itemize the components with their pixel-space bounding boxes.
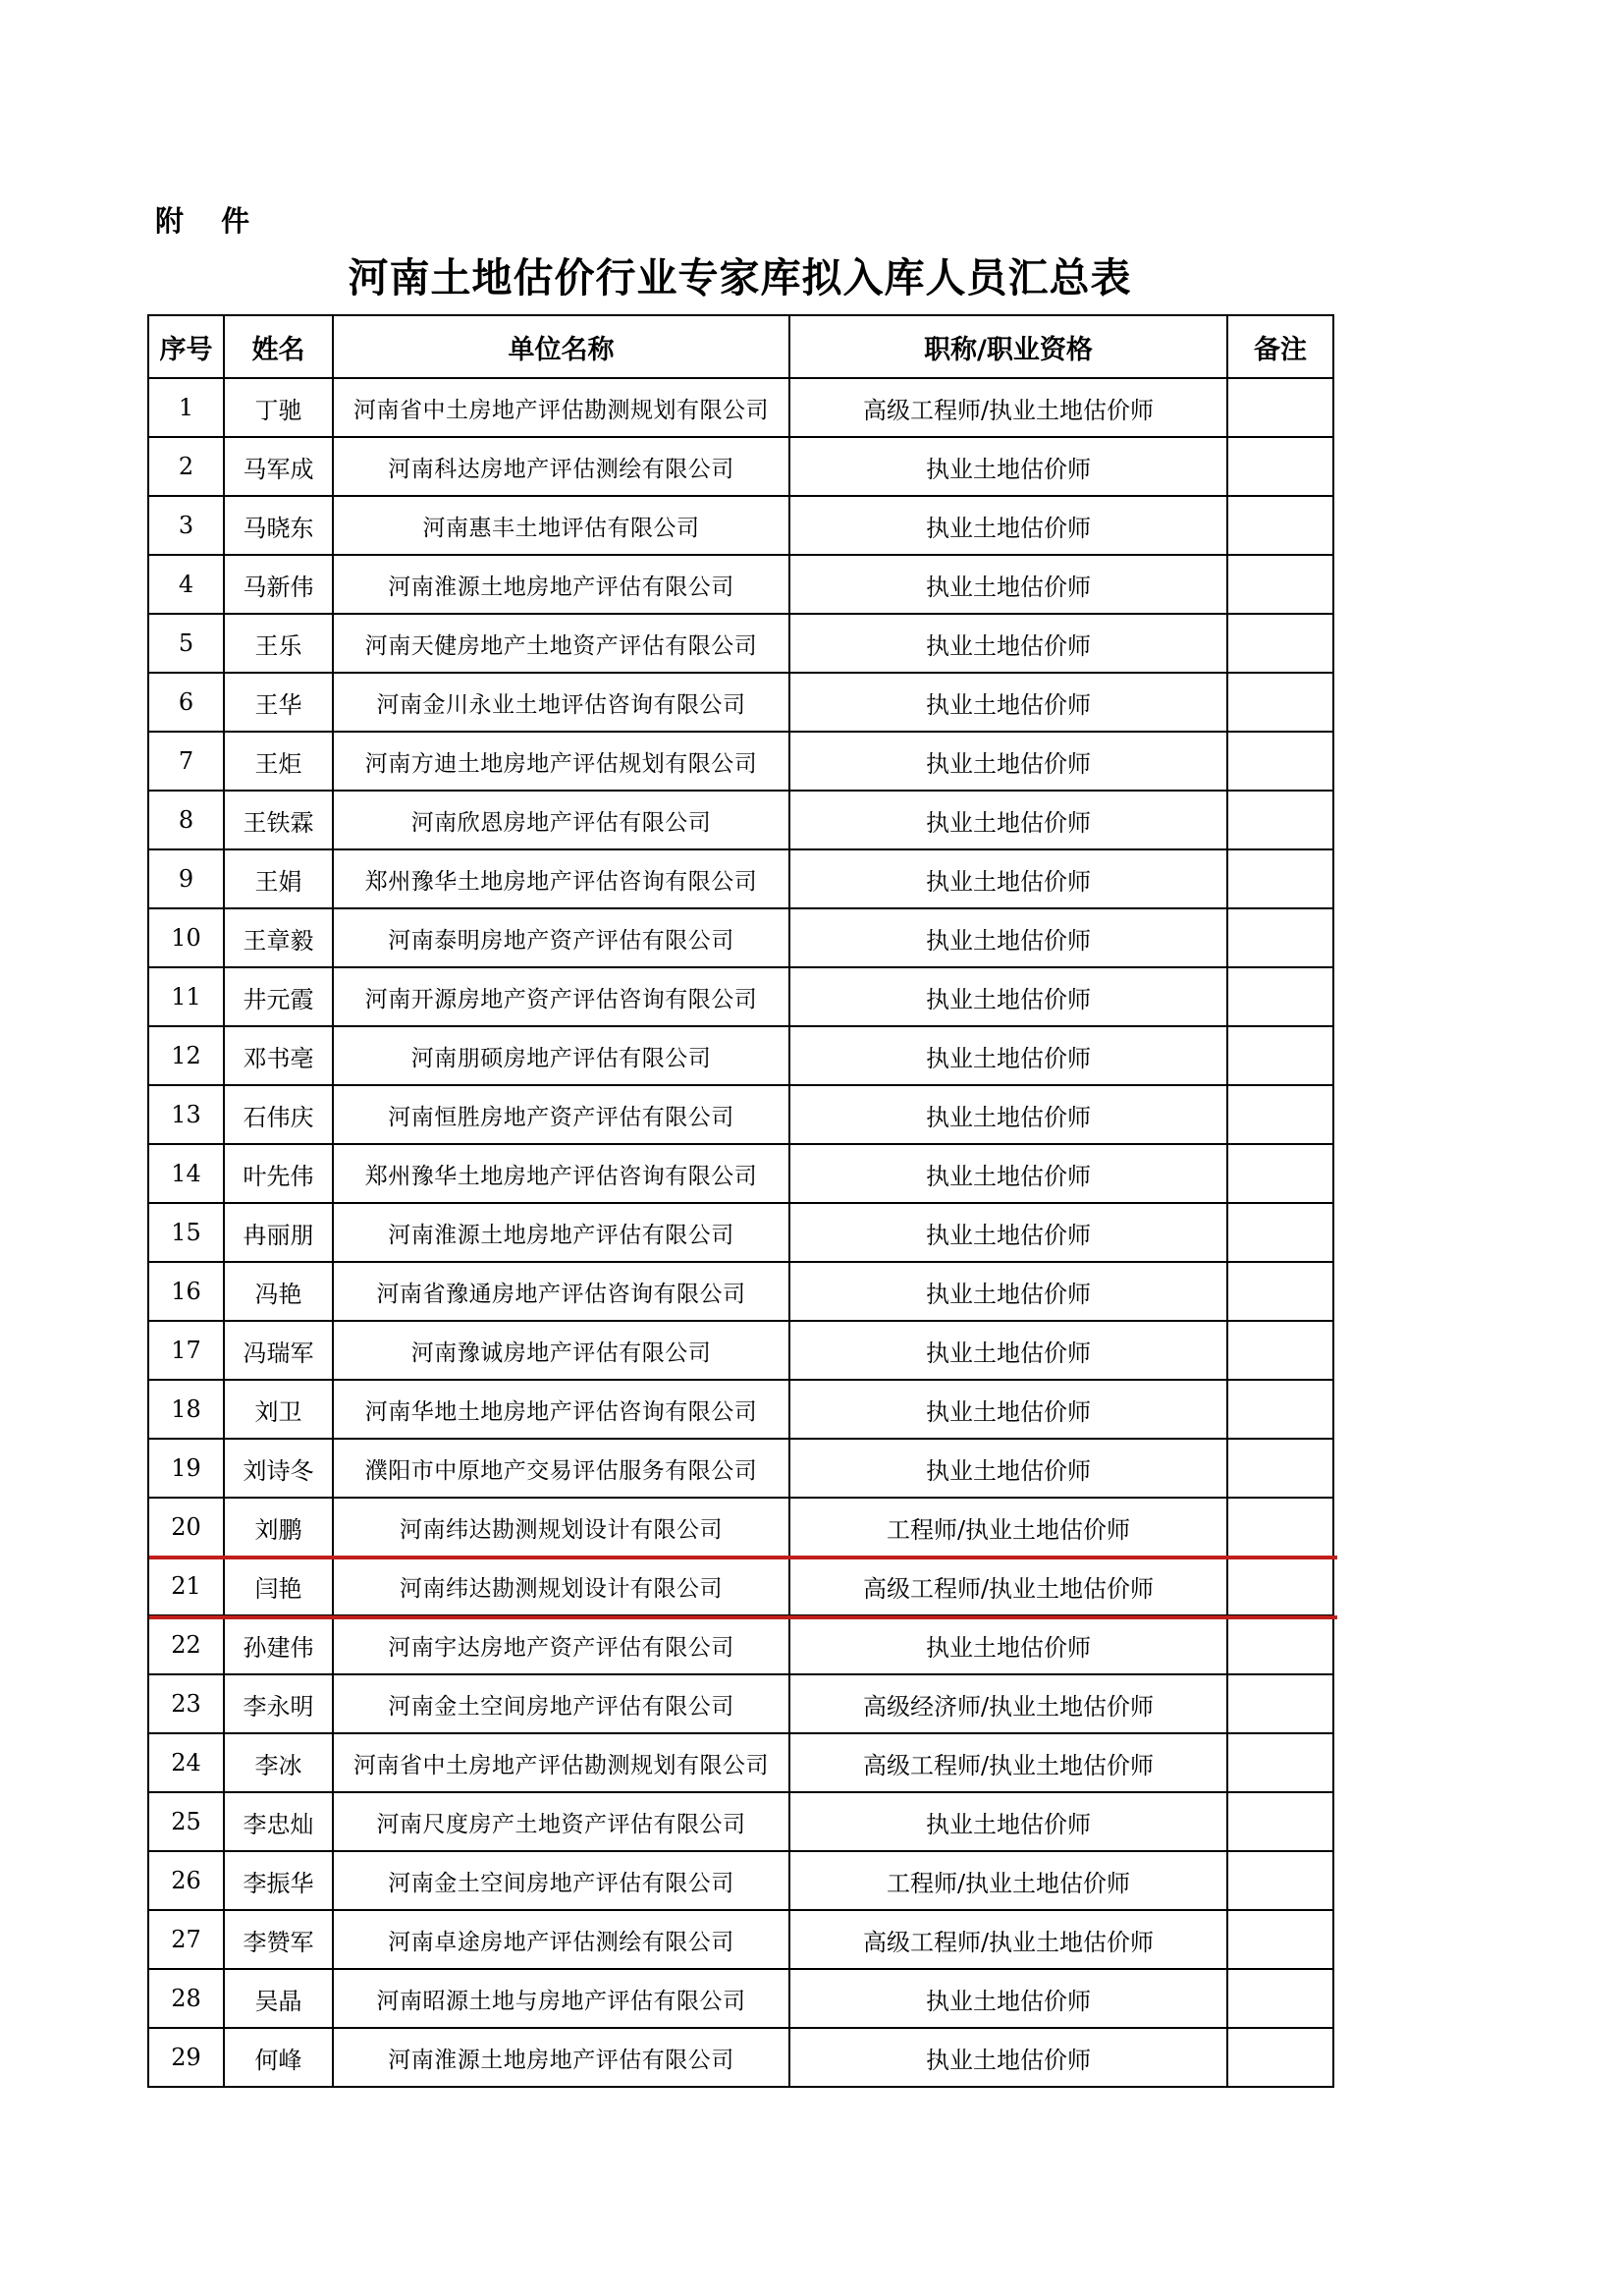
cell-unit: 河南欣恩房地产评估有限公司 xyxy=(333,791,789,849)
cell-remark xyxy=(1227,1026,1333,1085)
cell-unit: 河南豫诚房地产评估有限公司 xyxy=(333,1321,789,1380)
table-row xyxy=(148,1380,1333,1439)
cell-title: 执业土地估价师 xyxy=(789,1026,1227,1085)
table-row xyxy=(148,437,1333,496)
cell-name: 孙建伟 xyxy=(224,1615,333,1674)
cell-no: 11 xyxy=(148,967,224,1026)
cell-title: 执业土地估价师 xyxy=(789,1144,1227,1203)
cell-remark xyxy=(1227,1321,1333,1380)
cell-name: 马军成 xyxy=(224,437,333,496)
cell-name: 王铁霖 xyxy=(224,791,333,849)
cell-name: 刘诗冬 xyxy=(224,1439,333,1498)
table-row xyxy=(148,1026,1333,1085)
attachment-label: 附 件 xyxy=(155,204,264,238)
cell-title: 执业土地估价师 xyxy=(789,1792,1227,1851)
cell-unit: 河南金土空间房地产评估有限公司 xyxy=(333,1851,789,1910)
cell-no: 24 xyxy=(148,1733,224,1792)
cell-unit: 濮阳市中原地产交易评估服务有限公司 xyxy=(333,1439,789,1498)
cell-name: 李忠灿 xyxy=(224,1792,333,1851)
cell-remark xyxy=(1227,2028,1333,2087)
cell-name: 吴晶 xyxy=(224,1969,333,2028)
cell-unit: 河南科达房地产评估测绘有限公司 xyxy=(333,437,789,496)
cell-unit: 河南省中土房地产评估勘测规划有限公司 xyxy=(333,1733,789,1792)
cell-title: 执业土地估价师 xyxy=(789,614,1227,673)
cell-name: 冯瑞军 xyxy=(224,1321,333,1380)
cell-unit: 河南淮源土地房地产评估有限公司 xyxy=(333,2028,789,2087)
cell-name: 冯艳 xyxy=(224,1262,333,1321)
cell-remark xyxy=(1227,1969,1333,2028)
table-header-row xyxy=(148,315,1333,378)
table-body xyxy=(148,378,1333,2087)
cell-title: 执业土地估价师 xyxy=(789,732,1227,791)
table-row xyxy=(148,555,1333,614)
table-row xyxy=(148,1439,1333,1498)
cell-no: 1 xyxy=(148,378,224,437)
cell-name: 石伟庆 xyxy=(224,1085,333,1144)
cell-remark xyxy=(1227,673,1333,732)
cell-title: 执业土地估价师 xyxy=(789,791,1227,849)
cell-no: 22 xyxy=(148,1615,224,1674)
cell-name: 王华 xyxy=(224,673,333,732)
cell-unit: 河南省中土房地产评估勘测规划有限公司 xyxy=(333,378,789,437)
cell-no: 19 xyxy=(148,1439,224,1498)
cell-unit: 河南金土空间房地产评估有限公司 xyxy=(333,1674,789,1733)
cell-no: 7 xyxy=(148,732,224,791)
cell-remark xyxy=(1227,849,1333,908)
cell-title: 工程师/执业土地估价师 xyxy=(789,1851,1227,1910)
cell-unit: 河南尺度房产土地资产评估有限公司 xyxy=(333,1792,789,1851)
table-row xyxy=(148,1557,1333,1615)
cell-name: 丁驰 xyxy=(224,378,333,437)
table-row xyxy=(148,1792,1333,1851)
cell-title: 执业土地估价师 xyxy=(789,1262,1227,1321)
cell-remark xyxy=(1227,1910,1333,1969)
header-unit: 单位名称 xyxy=(333,315,789,378)
table-row xyxy=(148,732,1333,791)
cell-remark xyxy=(1227,496,1333,555)
cell-no: 10 xyxy=(148,908,224,967)
cell-unit: 河南惠丰土地评估有限公司 xyxy=(333,496,789,555)
table-row xyxy=(148,1910,1333,1969)
cell-remark xyxy=(1227,1733,1333,1792)
cell-title: 执业土地估价师 xyxy=(789,496,1227,555)
cell-title: 执业土地估价师 xyxy=(789,849,1227,908)
cell-remark xyxy=(1227,1851,1333,1910)
cell-no: 25 xyxy=(148,1792,224,1851)
cell-remark xyxy=(1227,1498,1333,1557)
cell-remark xyxy=(1227,1144,1333,1203)
cell-name: 王章毅 xyxy=(224,908,333,967)
table-row xyxy=(148,1085,1333,1144)
cell-title: 高级工程师/执业土地估价师 xyxy=(789,1733,1227,1792)
cell-title: 执业土地估价师 xyxy=(789,1085,1227,1144)
cell-unit: 河南淮源土地房地产评估有限公司 xyxy=(333,1203,789,1262)
table-row xyxy=(148,1498,1333,1557)
header-no: 序号 xyxy=(148,315,224,378)
table-row xyxy=(148,673,1333,732)
header-remark: 备注 xyxy=(1227,315,1333,378)
cell-no: 27 xyxy=(148,1910,224,1969)
cell-remark xyxy=(1227,1674,1333,1733)
cell-name: 李振华 xyxy=(224,1851,333,1910)
cell-remark xyxy=(1227,1439,1333,1498)
cell-unit: 河南方迪土地房地产评估规划有限公司 xyxy=(333,732,789,791)
table-row xyxy=(148,791,1333,849)
expert-table xyxy=(147,314,1334,2088)
cell-title: 执业土地估价师 xyxy=(789,2028,1227,2087)
cell-no: 4 xyxy=(148,555,224,614)
table-row xyxy=(148,2028,1333,2087)
table-row xyxy=(148,1203,1333,1262)
cell-name: 刘卫 xyxy=(224,1380,333,1439)
cell-unit: 郑州豫华土地房地产评估咨询有限公司 xyxy=(333,1144,789,1203)
cell-no: 9 xyxy=(148,849,224,908)
cell-title: 执业土地估价师 xyxy=(789,555,1227,614)
cell-no: 14 xyxy=(148,1144,224,1203)
cell-remark xyxy=(1227,791,1333,849)
cell-title: 高级工程师/执业土地估价师 xyxy=(789,378,1227,437)
table-row xyxy=(148,1321,1333,1380)
cell-remark xyxy=(1227,1557,1333,1615)
cell-unit: 河南纬达勘测规划设计有限公司 xyxy=(333,1557,789,1615)
cell-remark xyxy=(1227,967,1333,1026)
cell-remark xyxy=(1227,378,1333,437)
cell-remark xyxy=(1227,1203,1333,1262)
cell-no: 6 xyxy=(148,673,224,732)
cell-name: 李冰 xyxy=(224,1733,333,1792)
table-row xyxy=(148,1851,1333,1910)
cell-title: 执业土地估价师 xyxy=(789,437,1227,496)
red-underline-mark xyxy=(149,1615,1337,1619)
table-row xyxy=(148,1615,1333,1674)
cell-title: 执业土地估价师 xyxy=(789,1321,1227,1380)
cell-no: 13 xyxy=(148,1085,224,1144)
cell-name: 何峰 xyxy=(224,2028,333,2087)
table-row xyxy=(148,967,1333,1026)
cell-name: 李赞军 xyxy=(224,1910,333,1969)
table-row xyxy=(148,849,1333,908)
cell-remark xyxy=(1227,1380,1333,1439)
cell-remark xyxy=(1227,1792,1333,1851)
table-row xyxy=(148,378,1333,437)
cell-name: 刘鹏 xyxy=(224,1498,333,1557)
cell-no: 20 xyxy=(148,1498,224,1557)
cell-unit: 河南省豫通房地产评估咨询有限公司 xyxy=(333,1262,789,1321)
cell-title: 执业土地估价师 xyxy=(789,673,1227,732)
header-name: 姓名 xyxy=(224,315,333,378)
cell-unit: 河南宇达房地产资产评估有限公司 xyxy=(333,1615,789,1674)
cell-no: 28 xyxy=(148,1969,224,2028)
cell-unit: 河南淮源土地房地产评估有限公司 xyxy=(333,555,789,614)
cell-no: 12 xyxy=(148,1026,224,1085)
cell-name: 冉丽朋 xyxy=(224,1203,333,1262)
table-row xyxy=(148,1733,1333,1792)
cell-title: 工程师/执业土地估价师 xyxy=(789,1498,1227,1557)
cell-unit: 河南卓途房地产评估测绘有限公司 xyxy=(333,1910,789,1969)
cell-unit: 河南纬达勘测规划设计有限公司 xyxy=(333,1498,789,1557)
cell-no: 18 xyxy=(148,1380,224,1439)
cell-name: 邓书亳 xyxy=(224,1026,333,1085)
cell-name: 李永明 xyxy=(224,1674,333,1733)
cell-no: 29 xyxy=(148,2028,224,2087)
table-row xyxy=(148,908,1333,967)
cell-name: 王乐 xyxy=(224,614,333,673)
cell-title: 执业土地估价师 xyxy=(789,1615,1227,1674)
header-title: 职称/职业资格 xyxy=(789,315,1227,378)
cell-unit: 河南恒胜房地产资产评估有限公司 xyxy=(333,1085,789,1144)
cell-unit: 河南开源房地产资产评估咨询有限公司 xyxy=(333,967,789,1026)
cell-remark xyxy=(1227,1615,1333,1674)
cell-name: 马新伟 xyxy=(224,555,333,614)
cell-remark xyxy=(1227,555,1333,614)
cell-name: 马晓东 xyxy=(224,496,333,555)
table-row xyxy=(148,614,1333,673)
cell-remark xyxy=(1227,1262,1333,1321)
cell-name: 叶先伟 xyxy=(224,1144,333,1203)
table-row xyxy=(148,1262,1333,1321)
cell-no: 21 xyxy=(148,1557,224,1615)
cell-no: 5 xyxy=(148,614,224,673)
cell-remark xyxy=(1227,1085,1333,1144)
cell-no: 3 xyxy=(148,496,224,555)
red-underline-mark xyxy=(149,1556,1337,1559)
cell-unit: 河南朋硕房地产评估有限公司 xyxy=(333,1026,789,1085)
cell-unit: 河南华地土地房地产评估咨询有限公司 xyxy=(333,1380,789,1439)
cell-title: 执业土地估价师 xyxy=(789,1203,1227,1262)
cell-title: 高级工程师/执业土地估价师 xyxy=(789,1557,1227,1615)
table-row xyxy=(148,1144,1333,1203)
cell-name: 井元霞 xyxy=(224,967,333,1026)
table-row xyxy=(148,1674,1333,1733)
cell-unit: 郑州豫华土地房地产评估咨询有限公司 xyxy=(333,849,789,908)
cell-title: 高级工程师/执业土地估价师 xyxy=(789,1910,1227,1969)
cell-title: 执业土地估价师 xyxy=(789,908,1227,967)
cell-title: 执业土地估价师 xyxy=(789,967,1227,1026)
cell-name: 王炬 xyxy=(224,732,333,791)
table-row xyxy=(148,1969,1333,2028)
cell-no: 16 xyxy=(148,1262,224,1321)
cell-no: 2 xyxy=(148,437,224,496)
cell-title: 执业土地估价师 xyxy=(789,1969,1227,2028)
cell-remark xyxy=(1227,908,1333,967)
cell-name: 闫艳 xyxy=(224,1557,333,1615)
cell-no: 23 xyxy=(148,1674,224,1733)
cell-unit: 河南昭源土地与房地产评估有限公司 xyxy=(333,1969,789,2028)
cell-remark xyxy=(1227,437,1333,496)
cell-no: 17 xyxy=(148,1321,224,1380)
cell-no: 26 xyxy=(148,1851,224,1910)
cell-name: 王娟 xyxy=(224,849,333,908)
cell-title: 执业土地估价师 xyxy=(789,1380,1227,1439)
cell-remark xyxy=(1227,732,1333,791)
cell-no: 8 xyxy=(148,791,224,849)
cell-unit: 河南天健房地产土地资产评估有限公司 xyxy=(333,614,789,673)
cell-unit: 河南泰明房地产资产评估有限公司 xyxy=(333,908,789,967)
cell-title: 执业土地估价师 xyxy=(789,1439,1227,1498)
cell-title: 高级经济师/执业土地估价师 xyxy=(789,1674,1227,1733)
cell-remark xyxy=(1227,614,1333,673)
table-row xyxy=(148,496,1333,555)
cell-no: 15 xyxy=(148,1203,224,1262)
cell-unit: 河南金川永业土地评估咨询有限公司 xyxy=(333,673,789,732)
page-title: 河南土地估价行业专家库拟入库人员汇总表 xyxy=(348,254,1132,301)
